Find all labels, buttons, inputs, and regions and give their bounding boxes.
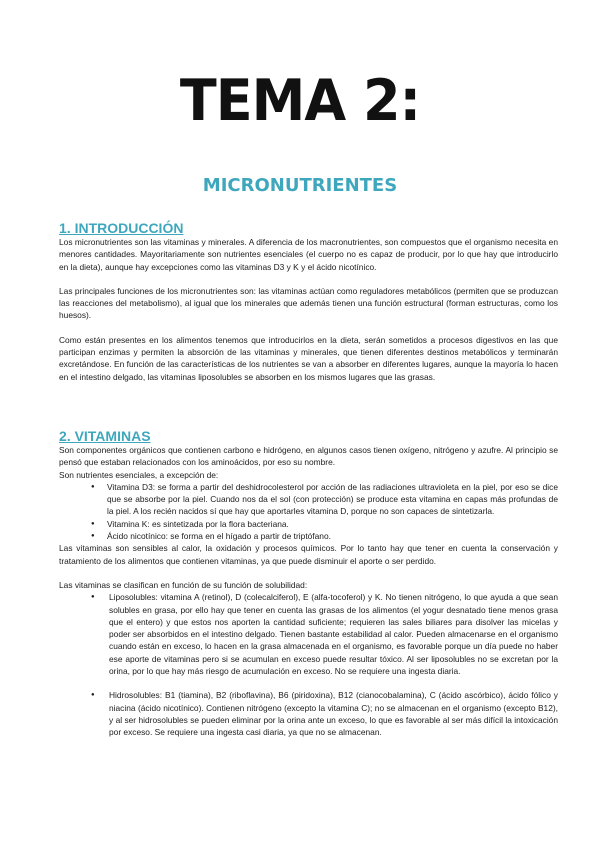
page-subtitle: MICRONUTRIENTES <box>202 175 398 196</box>
section-vitaminas <box>59 428 558 739</box>
paragraph: Como están presentes en los alimentos tenemos que introducirlos en la dieta, serán sometidos a procesos digestivos en las que participan enzimas y permiten la absorción de las vitaminas y minerales, que tienen diferentes destinos metabólicos y terminarán excretándose. En función de las características de los nutrientes se van a absorber en diferentes lugares, aunque la mayoría lo hacen en el intestino delgado, las vitaminas liposolubles se absorben en los mismos lugares que las grasas. <box>59 334 558 382</box>
paragraph: Las vitaminas son sensibles al calor, la oxidación y procesos químicos. Por lo tanto hay que tener en cuenta la conservación y tratamiento de los alimentos que contienen vitaminas, ya que puede disminuir el aporte o ser perdido. <box>59 543 558 566</box>
list-item: ● Hidrosolubles: B1 (tiamina), B2 (riboflavina), B6 (piridoxina), B12 (cianocobalamina), C (ácido ascórbico), ácido fólico y niacina (ácido nicotínico). Contienen nitrógeno (excepto la vitamina C); no se almacenan en el organismo (excepto B12), y al ser hidrosolubles se pueden eliminar por la orina ante un exceso, lo que es favorable al ser más difícil la intoxicación por exceso. Se requiere una ingesta casi diaria, ya que no se almacenan. <box>59 689 558 738</box>
paragraph: Las vitaminas se clasifican en función de su función de solubilidad: <box>59 579 308 590</box>
list-item: ● Liposolubles: vitamina A (retinol), D (colecalciferol), E (alfa-tocoferol) y K. No tienen nitrógeno, lo que ayuda a que sean solubles en grasa, por ello hay que tener en cuenta las grasas de los alimentos (el yogur desnatado tiene menos grasa que el entero) y que estos nos aporten la cantidad suficiente; requieren las sales biliares para disolver las micelas y poder ser absorbidos en el intestino delgado. Tienen bastante estabilidad al calor. Pueden almacenarse en el organismo cuando están en exceso, lo hacen en la grasa almacenada en el organismo, es favorable porque un día puede no haber ese aporte de vitaminas pero si se acumulan en exceso puede resultar tóxico. Al ser liposolubles no se excretan por la orina, por lo que hay más riesgo de acumulación en exceso. No se requiere una ingesta diaria. <box>59 591 558 677</box>
section-heading: 2. VITAMINAS <box>59 428 151 444</box>
section-heading: 1. INTRODUCCIÓN <box>59 220 184 236</box>
paragraph: Las principales funciones de los micronutrientes son: las vitaminas actúan como reguladores metabólicos (permiten que se produzcan las reacciones del metabolismo), al igual que los minerales que además tienen una función estructural (forman estructuras, como los huesos). <box>59 285 558 321</box>
section-introduccion <box>59 220 558 383</box>
paragraph: Los micronutrientes son las vitaminas y minerales. A diferencia de los macronutrientes, son compuestos que el organismo necesita en menores cantidades. Mayoritariamente son nutrientes esenciales (el cuerpo no es capaz de producir, por lo que hay que introducirlo en la dieta), aunque hay excepciones como las vitaminas D3 y K y el ácido nicotínico. <box>59 237 558 272</box>
exceptions-list <box>59 481 558 542</box>
list-item: ● Vitamina D3: se forma a partir del deshidrocolesterol por acción de las radiaciones ultravioleta en la piel, por eso se dice que se absorbe por la piel. Cuando nos da el sol (con protección) se produce esta vitamina en capas más profundas de la piel. A los recién nacidos sí que hay que aportarles vitamina D, porque no son capaces de sintetizarla. <box>59 481 558 518</box>
paragraph: Son nutrientes esenciales, a excepción de: <box>59 469 219 480</box>
list-item: ● Ácido nicotínico: se forma en el hígado a partir de triptófano. <box>59 530 558 542</box>
list-item: ● Vitamina K: es sintetizada por la flora bacteriana. <box>59 518 558 530</box>
page-title: TEMA 2: <box>179 67 421 134</box>
paragraph: Son componentes orgánicos que contienen carbono e hidrógeno, en algunos casos tienen oxígeno, nitrógeno y azufre. Al principio se pensó que estaban relacionados con los aminoácidos, por eso su nombre. <box>59 445 558 468</box>
classification-list <box>59 591 558 738</box>
